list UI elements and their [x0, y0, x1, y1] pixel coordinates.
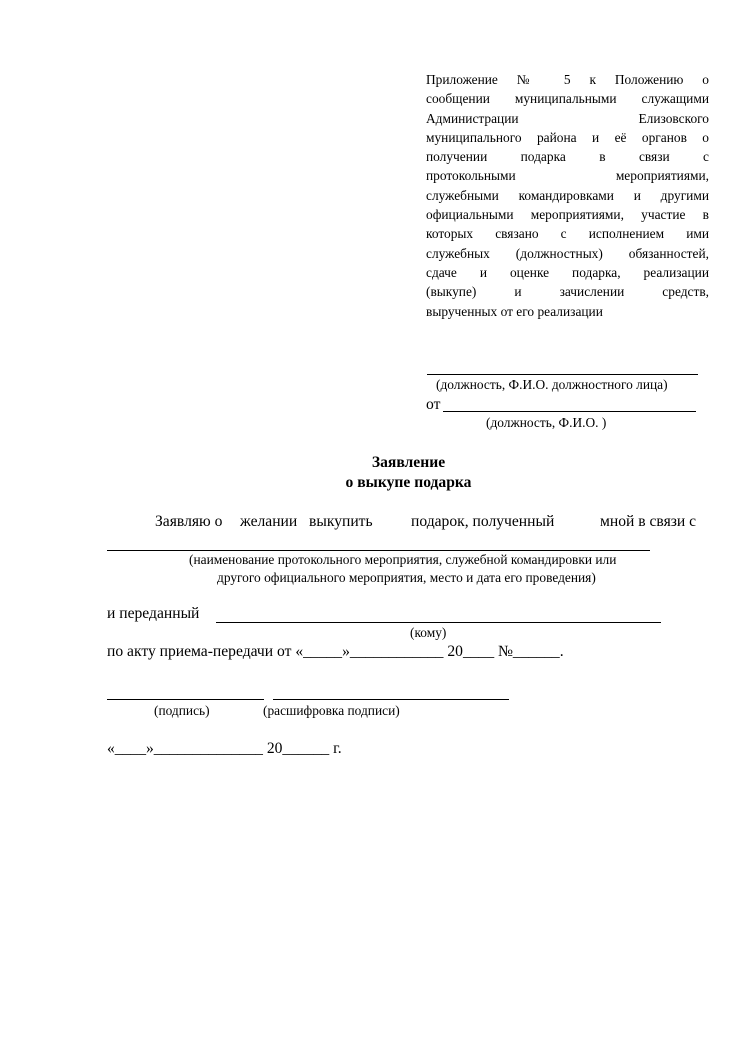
- signature-line[interactable]: [107, 699, 264, 700]
- appendix-line: вырученных от его реализации: [426, 303, 603, 319]
- appendix-line: Администрации Елизовского: [426, 110, 709, 126]
- appendix-line: которых связано с исполнением ими: [426, 226, 709, 242]
- appendix-line: официальными мероприятиями, участие в: [426, 207, 709, 223]
- statement-word: мной в связи с: [600, 513, 697, 530]
- document-title: Заявление: [371, 454, 446, 471]
- signature-decoding-line[interactable]: [273, 699, 509, 700]
- statement-word: выкупить: [309, 513, 373, 530]
- recipient-line[interactable]: [216, 622, 661, 623]
- event-caption: (наименование протокольного мероприятия, служебной командировки или: [189, 552, 617, 567]
- document-subtitle: о выкупе подарка: [345, 474, 472, 491]
- event-description-line[interactable]: [107, 550, 650, 551]
- appendix-line: служебных (должностных) обязанностей,: [426, 245, 709, 261]
- official-name-line[interactable]: [427, 374, 698, 375]
- signature-decoding-caption: (расшифровка подписи): [263, 703, 400, 718]
- from-label: от: [426, 396, 441, 413]
- appendix-line: Приложение № 5 к Положению о: [426, 72, 709, 87]
- statement-word: Заявляю о: [155, 513, 223, 530]
- appendix-line: сдаче и оценке подарка, реализации: [426, 264, 709, 280]
- signature-caption: (подпись): [154, 703, 210, 718]
- appendix-block: [426, 70, 709, 321]
- appendix-line: (выкупе) и зачислении средств,: [426, 284, 709, 300]
- appendix-line: служебными командировками и другими: [426, 187, 709, 203]
- event-caption: другого официального мероприятия, место и дата его проведения): [217, 570, 596, 585]
- transferred-label: и переданный: [107, 605, 200, 622]
- appendix-line: протокольными мероприятиями,: [426, 168, 709, 184]
- recipient-caption: (кому): [410, 625, 447, 640]
- appendix-line: сообщении муниципальными служащими: [426, 91, 709, 107]
- appendix-line: получении подарка в связи с: [426, 149, 709, 165]
- act-line: по акту приема-передачи от «_____»____________ 20____ №______.: [107, 643, 564, 660]
- from-name-line[interactable]: [443, 411, 696, 412]
- statement-word: желании: [240, 513, 298, 530]
- appendix-line: муниципального района и её органов о: [426, 129, 709, 145]
- from-caption: (должность, Ф.И.О. ): [486, 415, 607, 430]
- official-caption: (должность, Ф.И.О. должностного лица): [436, 377, 668, 392]
- statement-word: подарок, полученный: [411, 513, 555, 530]
- date-line: «____»______________ 20______ г.: [107, 740, 342, 757]
